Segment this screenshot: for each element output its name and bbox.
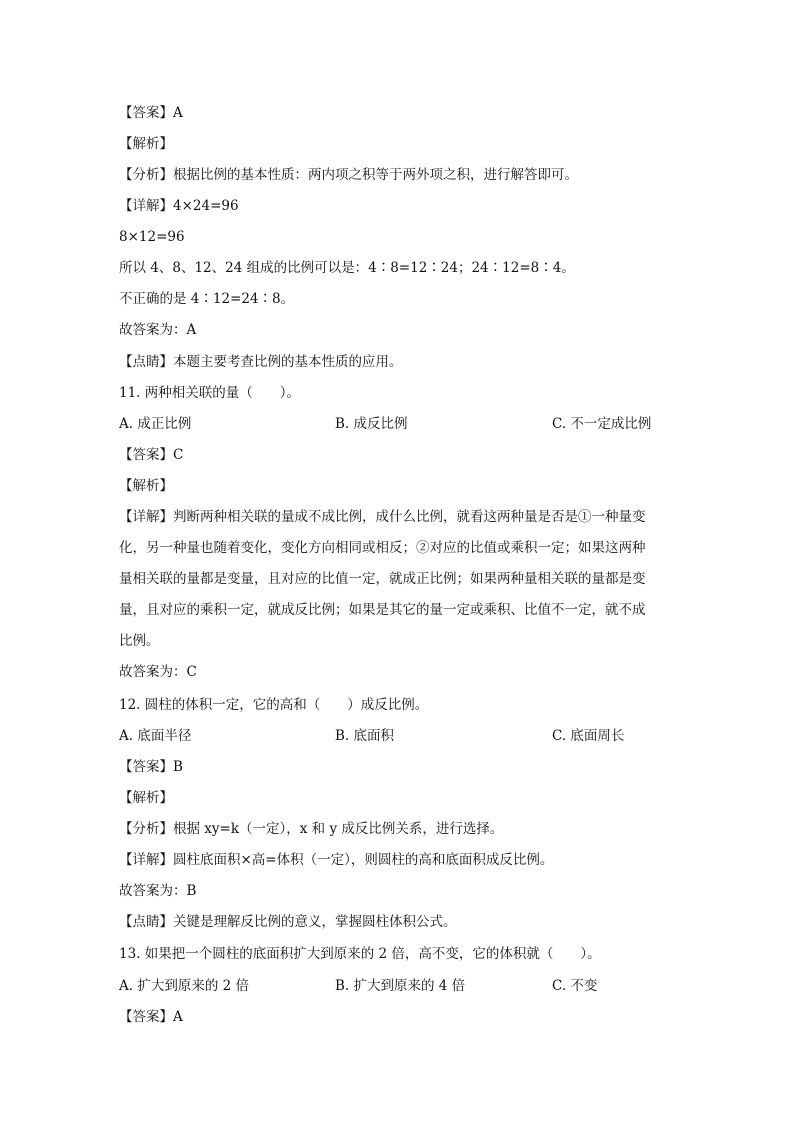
analysis-fenxi-12: 【分析】根据 xy=k（一定），x 和 y 成反比例关系，进行选择。 (119, 821, 504, 837)
dianjing-10: 【点睛】本题主要考查比例的基本性质的应用。 (119, 354, 403, 370)
answer-13: 【答案】A (119, 1009, 183, 1025)
analysis-fenxi-10: 【分析】根据比例的基本性质：两内项之积等于两外项之积，进行解答即可。 (119, 167, 578, 183)
answer-10: 【答案】A (119, 105, 183, 121)
analysis-heading-10: 【解析】 (119, 136, 173, 152)
question-11-option-c: C. 不一定成比例 (552, 416, 652, 432)
answer-11: 【答案】C (119, 447, 184, 463)
conclusion-12: 故答案为：B (119, 883, 197, 899)
detail-line-10-3: 所以 4、8、12、24 组成的比例可以是：4∶8=12∶24；24∶12=8∶4。 (119, 260, 575, 276)
analysis-heading-11: 【解析】 (119, 478, 173, 494)
detail-line-12: 【详解】圆柱底面积×高=体积（一定），则圆柱的高和底面积成反比例。 (119, 852, 554, 868)
detail-line-10-2: 8×12=96 (119, 229, 185, 245)
question-12-option-a: A. 底面半径 (119, 728, 192, 744)
question-13-stem: 13. 如果把一个圆柱的底面积扩大到原来的 2 倍，高不变，它的体积就（ ）。 (119, 946, 601, 962)
question-13-option-b: B. 扩大到原来的 4 倍 (335, 978, 466, 994)
detail-line-11-2: 化，另一种量也随着变化，变化方向相同或相反；②对应的比值或乘积一定；如果这两种 (119, 540, 646, 556)
question-11-option-b: B. 成反比例 (335, 416, 408, 432)
answer-12: 【答案】B (119, 759, 183, 775)
question-13-option-a: A. 扩大到原来的 2 倍 (119, 978, 250, 994)
question-13-option-c: C. 不变 (552, 978, 598, 994)
conclusion-10: 故答案为：A (119, 322, 197, 338)
conclusion-11: 故答案为：C (119, 664, 197, 680)
detail-line-11-3: 量相关联的量都是变量，且对应的比值一定，就成正比例；如果两种量相关联的量都是变 (119, 571, 646, 587)
question-11-stem: 11. 两种相关联的量（ ）。 (119, 385, 301, 401)
question-12-option-b: B. 底面积 (335, 728, 395, 744)
question-12-option-c: C. 底面周长 (552, 728, 625, 744)
detail-line-10-4: 不正确的是 4∶12=24∶8。 (119, 291, 295, 307)
detail-line-11-4: 量，且对应的乘积一定，就成反比例；如果是其它的量一定或乘积、比值不一定，就不成 (119, 602, 646, 618)
detail-line-11-5: 比例。 (119, 633, 160, 649)
question-12-stem: 12. 圆柱的体积一定，它的高和（ ）成反比例。 (119, 697, 429, 713)
detail-line-11-1: 【详解】判断两种相关联的量成不成比例，成什么比例，就看这两种量是否是①一种量变 (119, 509, 646, 525)
question-11-option-a: A. 成正比例 (119, 416, 192, 432)
analysis-heading-12: 【解析】 (119, 790, 173, 806)
detail-line-10-1: 【详解】4×24=96 (119, 198, 239, 214)
dianjing-12: 【点睛】关键是理解反比例的意义，掌握圆柱体积公式。 (119, 914, 457, 930)
